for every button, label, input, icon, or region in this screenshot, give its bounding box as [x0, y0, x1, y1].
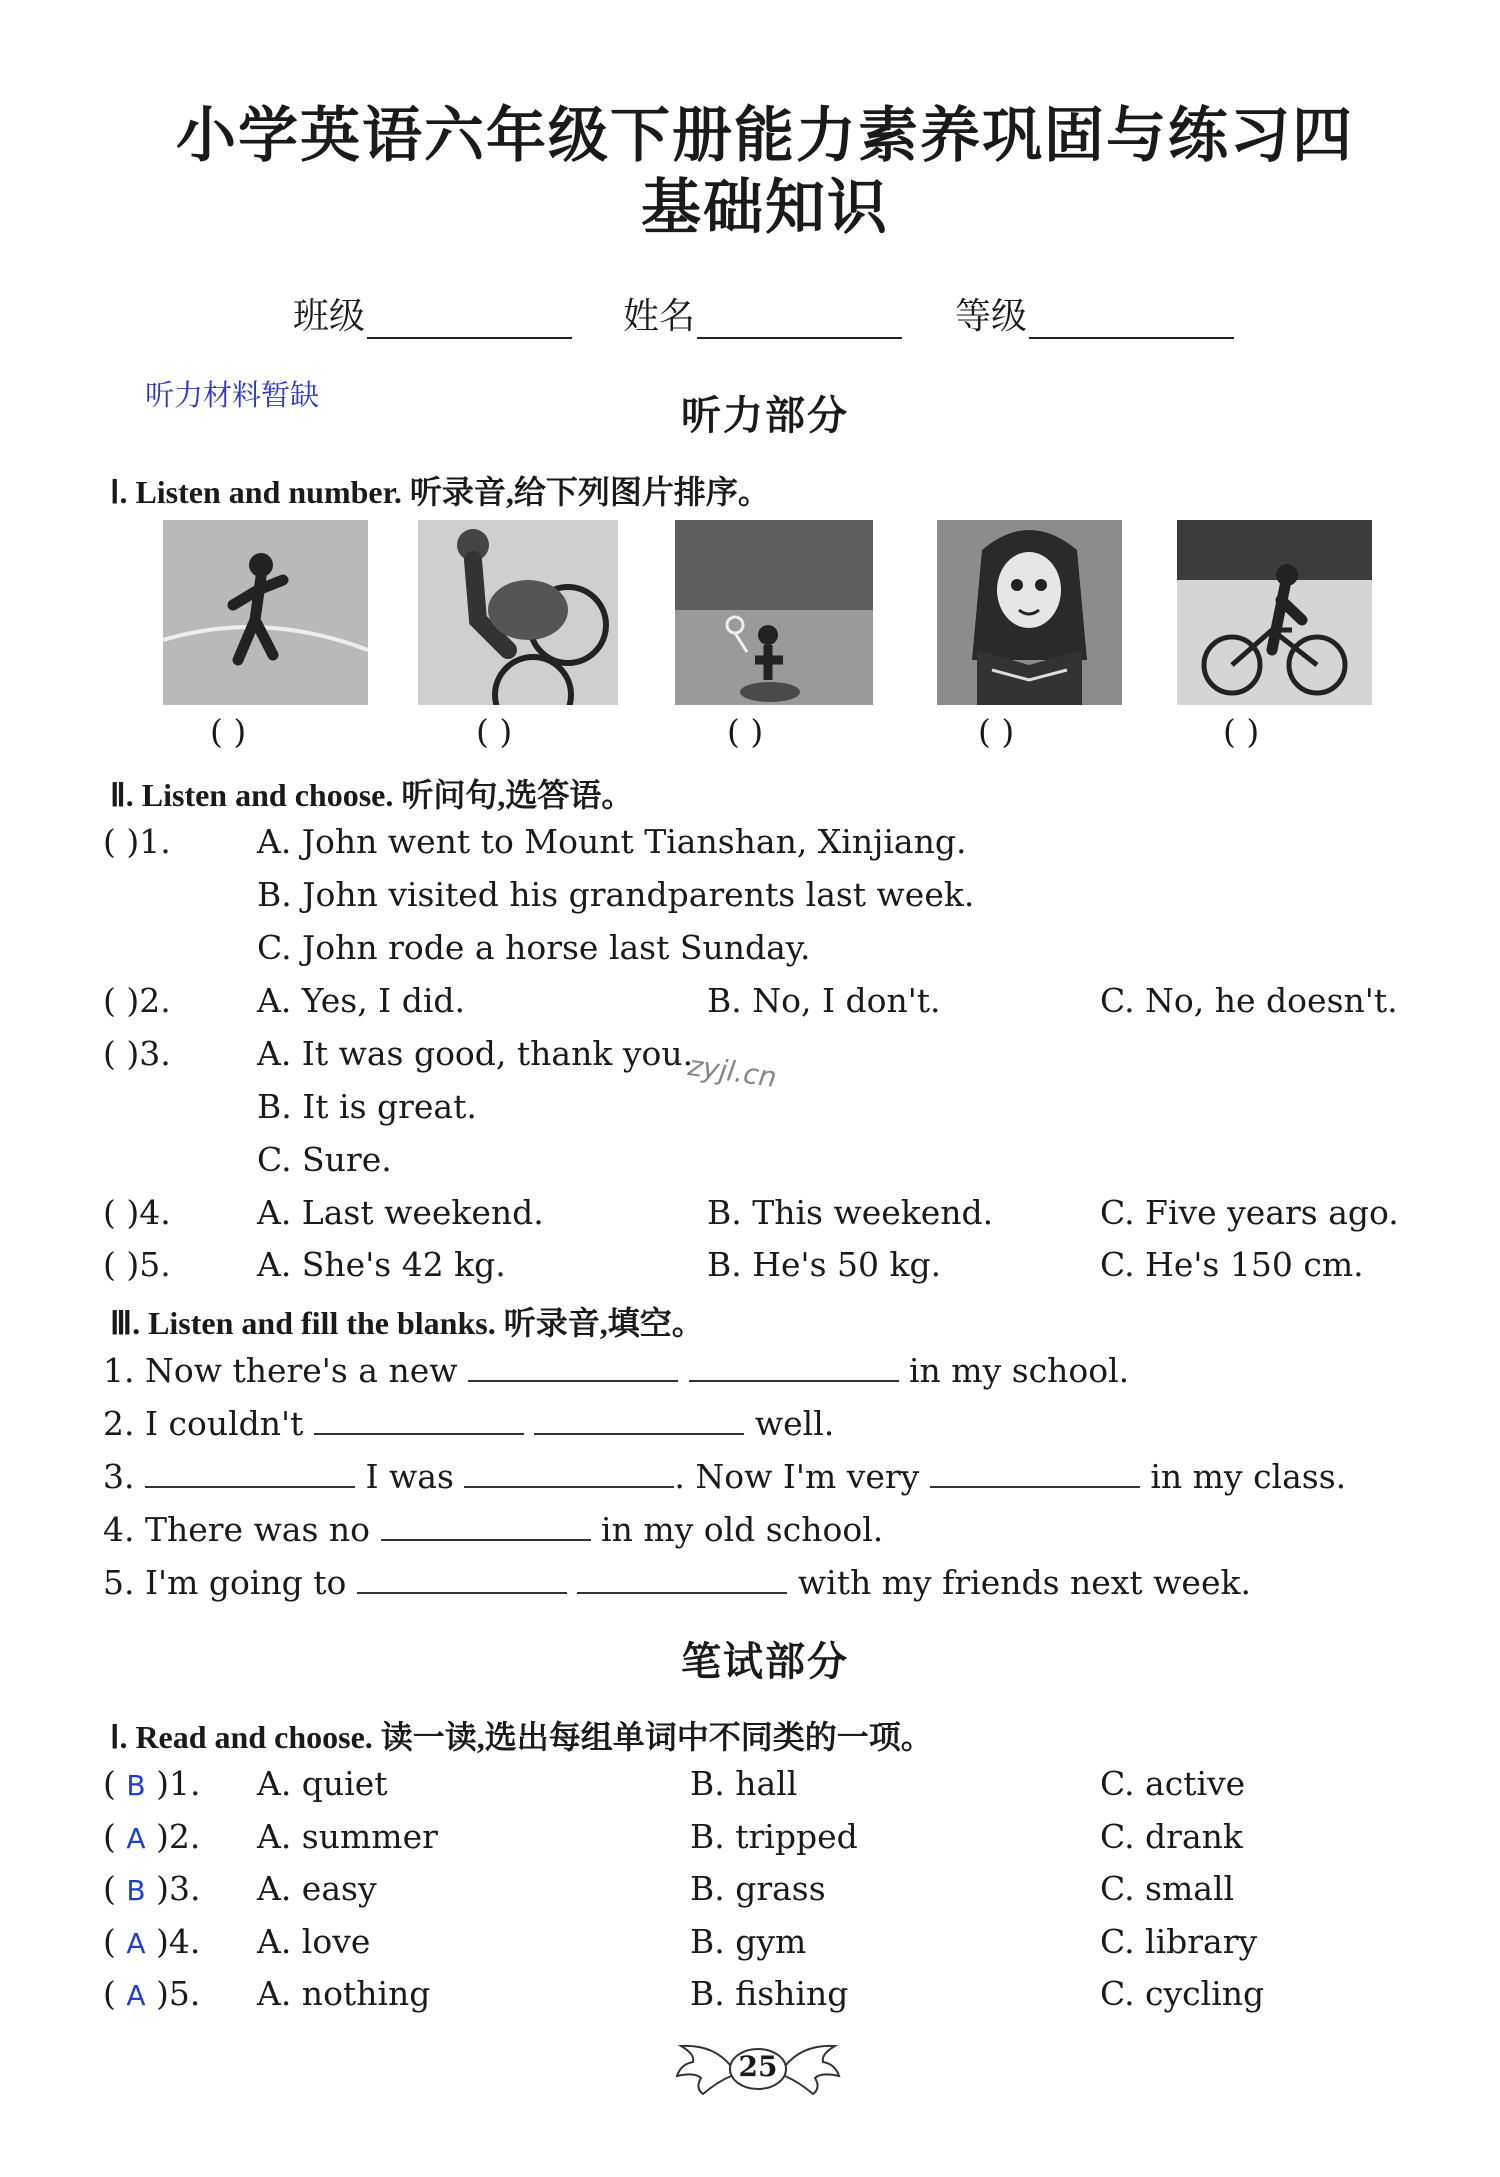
class-field[interactable] [293, 288, 572, 339]
option-b: B. fishing [690, 1974, 849, 2013]
listening-part1-heading: Ⅰ. Listen and number. 听录音,给下列图片排序。 [110, 474, 770, 510]
fill-blank[interactable] [468, 1350, 678, 1382]
question-number[interactable]: ( )2. [103, 981, 171, 1020]
class-label: 班级 [293, 296, 366, 337]
question-number: )1. [156, 1764, 201, 1803]
fill-sentence-3 [103, 1456, 1346, 1496]
sentence-text: with my friends next week. [797, 1563, 1251, 1602]
sentence-text: 4. There was no [103, 1510, 371, 1549]
answer-slot[interactable]: ( A )2. [103, 1817, 201, 1856]
option-b: B. grass [690, 1869, 826, 1908]
option-b: B. No, I don't. [707, 981, 941, 1020]
question-number: )4. [156, 1922, 201, 1961]
option-c: C. Sure. [257, 1140, 392, 1179]
answer-slot[interactable]: ( B )3. [103, 1869, 201, 1908]
fill-blank[interactable] [689, 1350, 899, 1382]
answer-slot[interactable]: ( B )1. [103, 1764, 201, 1803]
answer-mark: A [126, 1979, 146, 2012]
fill-blank[interactable] [357, 1562, 567, 1594]
fallen-cyclist-picture [418, 520, 618, 705]
question-number: )2. [156, 1817, 201, 1856]
option-a: A. It was good, thank you. [257, 1034, 694, 1073]
option-a: A. Yes, I did. [257, 981, 465, 1020]
fill-blank[interactable] [930, 1456, 1140, 1488]
written-part1-heading: Ⅰ. Read and choose. 读一读,选出每组单词中不同类的一项。 [110, 1719, 933, 1755]
page-number-badge [673, 2036, 843, 2098]
sentence-text: well. [754, 1404, 835, 1443]
sentence-text: 3. [103, 1457, 135, 1496]
page-subtitle: 基础知识 [641, 173, 889, 243]
answer-slot[interactable]: ( A )4. [103, 1922, 201, 1961]
fill-sentence-5 [103, 1562, 1251, 1602]
name-label: 姓名 [623, 296, 696, 337]
option-c: C. No, he doesn't. [1100, 981, 1398, 1020]
fill-blank[interactable] [145, 1456, 355, 1488]
answer-mark: A [126, 1822, 146, 1855]
option-c: C. He's 150 cm. [1100, 1245, 1364, 1284]
answer-slot[interactable]: ( A )5. [103, 1974, 201, 2013]
written-heading: 笔试部分 [681, 1638, 849, 1685]
name-field[interactable] [623, 288, 902, 339]
option-a: A. easy [257, 1869, 377, 1908]
option-b: B. He's 50 kg. [707, 1245, 942, 1284]
answer-mark: B [126, 1874, 146, 1907]
question-number[interactable]: ( )5. [103, 1245, 171, 1284]
picture-3-answer[interactable]: ( ) [727, 712, 764, 751]
sentence-text: 2. I couldn't [103, 1404, 304, 1443]
picture-4-answer[interactable]: ( ) [978, 712, 1015, 751]
fill-sentence-2 [103, 1403, 834, 1443]
picture-1-answer[interactable]: ( ) [210, 712, 247, 751]
sentence-text: . Now I'm very [674, 1457, 920, 1496]
fill-blank[interactable] [381, 1509, 591, 1541]
option-b: B. gym [690, 1922, 807, 1961]
option-a: A. nothing [257, 1974, 431, 2013]
option-c: C. small [1100, 1869, 1235, 1908]
option-a: A. Last weekend. [257, 1193, 544, 1232]
page-title: 小学英语六年级下册能力素养巩固与练习四 [176, 101, 1354, 171]
question-number: )5. [156, 1974, 201, 2013]
reading-girl-picture [937, 520, 1122, 705]
sentence-text: in my old school. [601, 1510, 884, 1549]
sentence-text: I was [365, 1457, 454, 1496]
question-number[interactable]: ( )3. [103, 1034, 171, 1073]
sentence-text: in my school. [909, 1351, 1130, 1390]
page-number: 25 [738, 2050, 778, 2083]
sentence-text: 5. I'm going to [103, 1563, 347, 1602]
option-a: A. John went to Mount Tianshan, Xinjiang. [257, 822, 967, 861]
picture-2-answer[interactable]: ( ) [476, 712, 513, 751]
option-a: A. love [257, 1922, 371, 1961]
fill-blank[interactable] [534, 1403, 744, 1435]
fill-sentence-4 [103, 1509, 883, 1549]
listening-part3-heading: Ⅲ. Listen and fill the blanks. 听录音,填空。 [110, 1305, 704, 1341]
option-c: C. library [1100, 1922, 1258, 1961]
name-blank[interactable] [697, 303, 902, 339]
fill-blank[interactable] [577, 1562, 787, 1594]
picture-5-answer[interactable]: ( ) [1223, 712, 1260, 751]
sentence-text: 1. Now there's a new [103, 1351, 458, 1390]
listening-part2-heading: Ⅱ. Listen and choose. 听问句,选答语。 [110, 777, 634, 813]
listening-note: 听力材料暂缺 [145, 378, 320, 412]
question-number[interactable]: ( )4. [103, 1193, 171, 1232]
question-number: )3. [156, 1869, 201, 1908]
grade-field[interactable] [955, 288, 1234, 339]
answer-mark: B [126, 1769, 146, 1802]
runner-picture [163, 520, 368, 705]
class-blank[interactable] [367, 303, 572, 339]
badminton-picture [675, 520, 873, 705]
answer-mark: A [126, 1927, 146, 1960]
option-a: A. She's 42 kg. [257, 1245, 506, 1284]
fill-sentence-1 [103, 1350, 1129, 1390]
option-b: B. This weekend. [707, 1193, 994, 1232]
fill-blank[interactable] [314, 1403, 524, 1435]
option-b: B. hall [690, 1764, 798, 1803]
option-c: C. drank [1100, 1817, 1243, 1856]
option-c: C. active [1100, 1764, 1246, 1803]
grade-blank[interactable] [1029, 303, 1234, 339]
watermark: zyjl.cn [686, 1048, 779, 1095]
option-a: A. summer [257, 1817, 438, 1856]
option-c: C. John rode a horse last Sunday. [257, 928, 811, 967]
fill-blank[interactable] [464, 1456, 674, 1488]
sentence-text: in my class. [1150, 1457, 1347, 1496]
option-c: C. Five years ago. [1100, 1193, 1399, 1232]
option-b: B. tripped [690, 1817, 858, 1856]
question-number[interactable]: ( )1. [103, 822, 171, 861]
option-a: A. quiet [257, 1764, 388, 1803]
grade-label: 等级 [955, 296, 1028, 337]
listening-heading: 听力部分 [681, 392, 849, 439]
cyclist-picture [1177, 520, 1372, 705]
option-b: B. It is great. [257, 1087, 477, 1126]
option-c: C. cycling [1100, 1974, 1265, 2013]
option-b: B. John visited his grandparents last week. [257, 875, 975, 914]
